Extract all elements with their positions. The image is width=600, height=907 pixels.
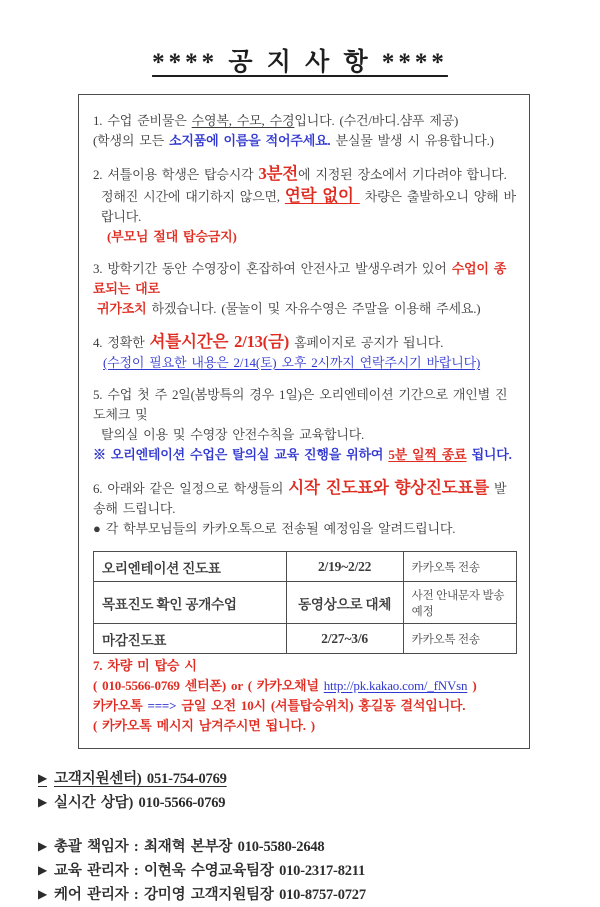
footer-group xyxy=(38,835,600,907)
text-segment: 3. 방학기간 동안 수영장이 혼잡하여 안전사고 발생우려가 있어 xyxy=(93,261,452,276)
text-line xyxy=(93,259,517,299)
text-segment: 수영복, 수모, 수경 xyxy=(191,113,295,128)
text-segment: ===> xyxy=(147,698,177,713)
notice-paragraph xyxy=(93,163,517,247)
text-segment: 4. 정확한 xyxy=(93,335,150,350)
table-cell: 사전 안내문자 발송예정 xyxy=(403,582,516,624)
text-line xyxy=(93,445,517,465)
text-segment: 발송해 드립니다. xyxy=(93,481,507,516)
notice-paragraph xyxy=(93,477,517,539)
text-segment: ( 카카오톡 메시지 남겨주시면 됩니다. ) xyxy=(93,718,315,733)
footer-group xyxy=(38,767,600,815)
table-cell: 마감진도표 xyxy=(94,624,287,654)
text-segment: 정해진 시간에 대기하지 않으면, xyxy=(101,189,285,204)
text-line xyxy=(93,227,517,247)
text-segment: 시작 진도표와 향상진도표를 xyxy=(288,478,489,497)
schedule-table xyxy=(93,551,517,654)
text-segment: 금일 오전 10시 (셔틀탑승위치) 홍길동 결석입니다. xyxy=(176,698,466,713)
text-segment: 3분전 xyxy=(258,164,299,183)
text-segment: 에 지정된 장소에서 기다려야 합니다. xyxy=(298,167,507,182)
footer-line-text: 총괄 책임자 : 최재혁 본부장 010-5580-2648 xyxy=(54,839,325,855)
arrow-bullet-icon: ▶ xyxy=(38,863,48,877)
text-segment: 카카오톡 xyxy=(93,698,148,713)
text-segment: 차량은 출발하오니 양해 바랍니다. xyxy=(101,189,516,224)
text-line xyxy=(93,299,517,319)
text-line xyxy=(93,425,517,445)
text-segment: 6. 아래와 같은 일정으로 학생들의 xyxy=(93,481,289,496)
text-segment: ※ 오리엔테이션 수업은 탈의실 교육 진행을 위하여 xyxy=(93,447,389,462)
text-line xyxy=(93,353,517,373)
table-cell: 2/19~2/22 xyxy=(286,552,403,582)
text-line xyxy=(93,676,517,696)
notice-paragraph xyxy=(93,656,517,736)
footer-line xyxy=(38,791,600,815)
footer-line xyxy=(38,859,600,883)
text-line xyxy=(93,716,517,736)
footer-line-text: 고객지원센터) 051-754-0769 xyxy=(54,771,227,787)
text-segment: ( 010-5566-0769 센터폰) or ( 카카오채널 xyxy=(93,678,324,693)
text-line xyxy=(93,519,517,539)
text-segment: 됩니다. xyxy=(466,447,512,462)
footer-contacts xyxy=(38,767,600,907)
text-segment: 하겠습니다. (물놀이 및 자유수영은 주말을 이용해 주세요.) xyxy=(146,301,481,316)
text-segment: 분실물 발생 시 유용합니다.) xyxy=(330,133,494,148)
footer-line xyxy=(38,883,600,907)
text-segment: (수정이 필요한 내용은 2/14(토) 오후 2시까지 연락주시기 바랍니다) xyxy=(103,355,481,370)
table-row xyxy=(94,624,517,654)
text-segment: 홈페이지로 공지가 됩니다. xyxy=(289,335,444,350)
text-segment: ● 각 학부모님들의 카카오톡으로 전송될 예정임을 알려드립니다. xyxy=(93,521,456,536)
text-line xyxy=(93,331,517,353)
kakao-channel-link[interactable]: http://pk.kakao.com/_fNVsn xyxy=(323,678,468,693)
text-segment: 2. 셔틀이용 학생은 탑승시각 xyxy=(93,167,259,182)
notice-paragraph xyxy=(93,111,517,151)
notice-paragraph xyxy=(93,385,517,465)
footer-line-text: 실시간 상담) 010-5566-0769 xyxy=(54,795,226,811)
footer-line-text: 교육 관리자 : 이현욱 수영교육팀장 010-2317-8211 xyxy=(54,863,366,879)
text-segment: 연락 없이 xyxy=(284,186,360,205)
footer-line-text: 케어 관리자 : 강미영 고객지원팀장 010-8757-0727 xyxy=(54,887,366,903)
text-line xyxy=(93,656,517,676)
table-cell: 2/27~3/6 xyxy=(286,624,403,654)
arrow-bullet-icon: ▶ xyxy=(38,839,48,853)
text-segment: 셔틀시간은 2/13(금) xyxy=(149,332,290,351)
text-segment: 입니다. (수건/바디.샴푸 제공) xyxy=(294,113,459,128)
arrow-bullet-icon: ▶ xyxy=(38,795,48,809)
text-segment: (학생의 모든 xyxy=(93,133,170,148)
text-line xyxy=(93,111,517,131)
notice-paragraph xyxy=(93,331,517,373)
text-segment: 7. 차량 미 탑승 시 xyxy=(93,658,197,673)
text-segment: (부모님 절대 탑승금지) xyxy=(107,229,237,244)
notice-box xyxy=(78,94,530,749)
text-segment: 5분 일찍 종료 xyxy=(388,447,467,462)
notice-paragraph xyxy=(93,259,517,319)
table-cell: 동영상으로 대체 xyxy=(286,582,403,624)
text-line xyxy=(93,477,517,519)
text-segment: 수업이 종료되는 대로 xyxy=(93,261,507,296)
notice-paragraphs xyxy=(93,111,517,736)
text-segment: 1. 수업 준비물은 xyxy=(93,113,192,128)
text-segment: 소지품에 이름을 적어주세요. xyxy=(169,133,331,148)
text-line xyxy=(93,385,517,425)
text-segment: 귀가조치 xyxy=(97,301,147,316)
footer-line xyxy=(38,767,600,791)
page-title: **** 공 지 사 항 **** xyxy=(152,49,448,76)
text-line xyxy=(93,185,517,227)
arrow-bullet-icon: ▶ xyxy=(38,771,48,785)
table-cell: 오리엔테이션 진도표 xyxy=(94,552,287,582)
footer-line xyxy=(38,835,600,859)
table-cell: 카카오톡 전송 xyxy=(403,552,516,582)
arrow-bullet-icon: ▶ xyxy=(38,887,48,901)
table-cell: 카카오톡 전송 xyxy=(403,624,516,654)
text-line xyxy=(93,131,517,151)
text-segment: ) xyxy=(467,678,477,693)
text-line xyxy=(93,696,517,716)
table-row xyxy=(94,582,517,624)
text-segment: 5. 수업 첫 주 2일(봄방특의 경우 1일)은 오리엔테이션 기간으로 개인별 진도체크 및 xyxy=(93,387,508,422)
text-line xyxy=(93,163,517,185)
table-cell: 목표진도 확인 공개수업 xyxy=(94,582,287,624)
text-segment: 탈의실 이용 및 수영장 안전수칙을 교육합니다. xyxy=(101,427,365,442)
table-row xyxy=(94,552,517,582)
